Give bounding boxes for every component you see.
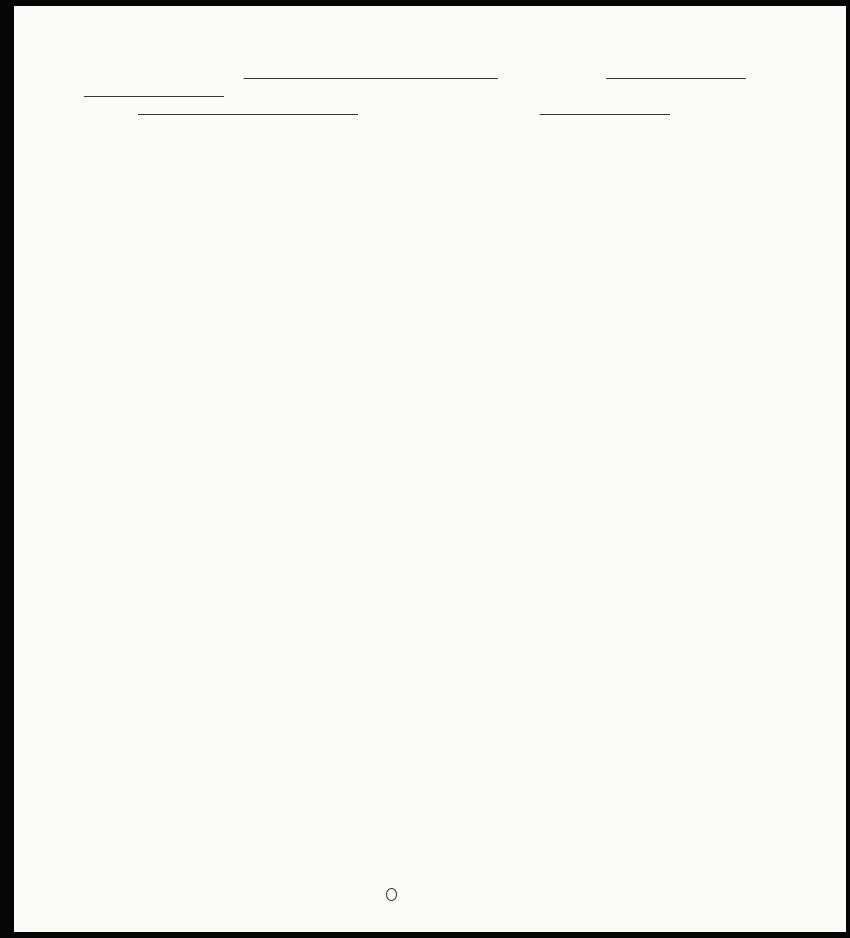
marshal-line [540, 114, 670, 115]
census-sheet [14, 6, 846, 932]
inhabitants-line [244, 78, 498, 79]
county-line [606, 78, 746, 79]
state-line [84, 96, 224, 97]
stamp-circle-mark [386, 888, 397, 901]
post-office-line [138, 114, 358, 115]
